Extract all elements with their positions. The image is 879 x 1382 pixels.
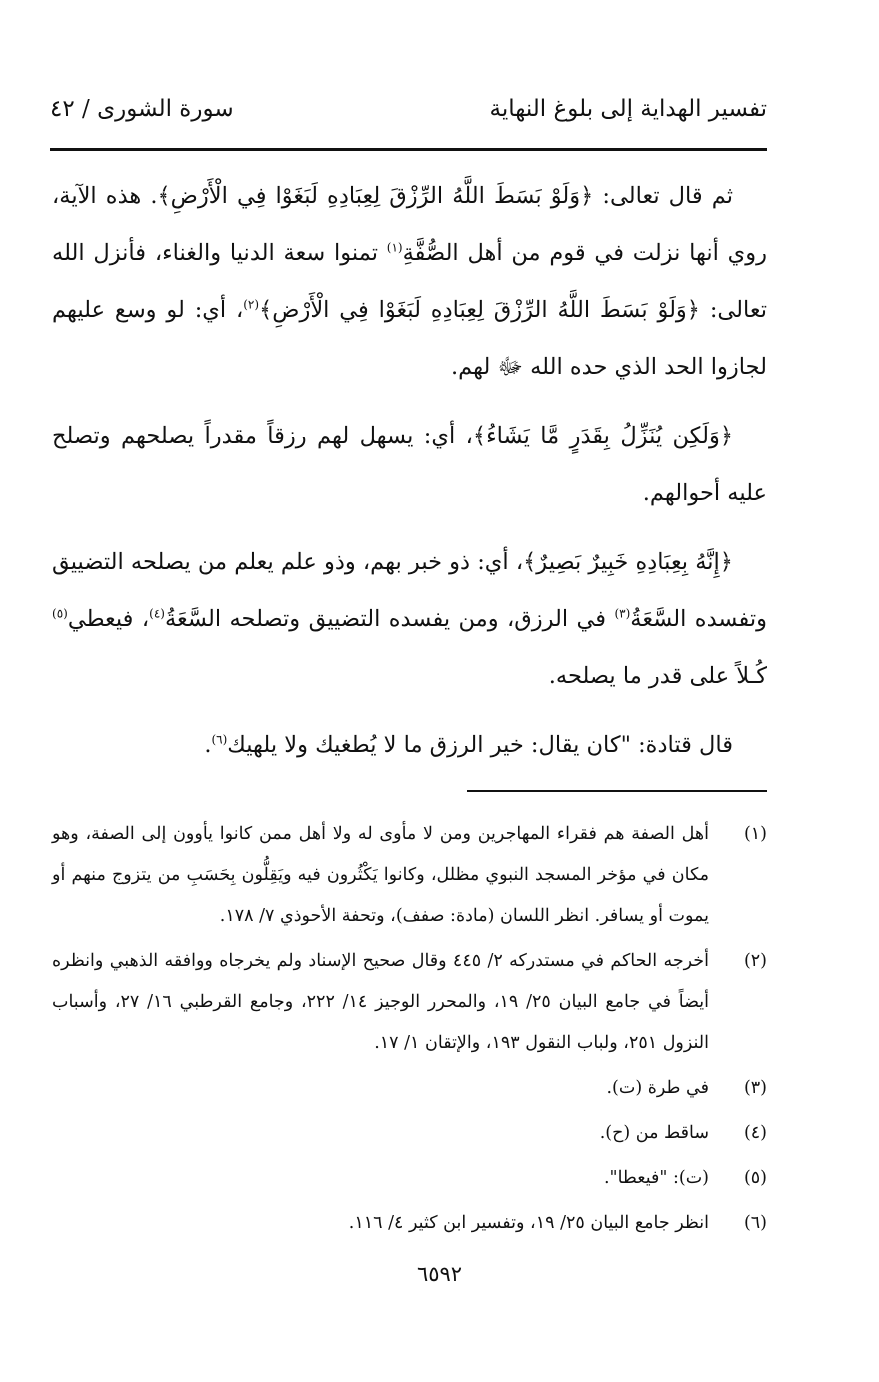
footnote-ref: (٣)	[614, 606, 631, 621]
footnote-ref: (٤)	[149, 606, 165, 621]
paragraph-2: ﴿وَلَكِن يُنَزِّلُ بِقَدَرٍ مَّا يَشَاءُ﴾، أي: يسهل لهم رزقاً مقدراً يصلحهم وتصلح عليه أحوالهم.	[52, 423, 767, 506]
quran-verse: ﴿إِنَّهُ بِعِبَادِهِ خَبِيرٌ بَصِيرٌ﴾	[523, 549, 733, 575]
surah-reference: سورة الشورى / ٤٢	[50, 96, 234, 122]
main-text	[52, 168, 767, 786]
footnote-ref: (٥)	[52, 606, 68, 621]
running-header	[50, 96, 767, 122]
paragraph-3: ﴿إِنَّهُ بِعِبَادِهِ خَبِيرٌ بَصِيرٌ﴾، أي: ذو خبر بهم، وذو علم يعلم من يصلحه التضييق وتفسده السَّعَةُ$^{(٣)}$ في الرزق، ومن يفسده التضييق وتصلحه السَّعَةُ$^{(٤)}$، فيعطي$^{(٥)}$ كُـلاً على قدر ما يصلحه.	[52, 549, 767, 689]
footnote-number: (١)	[743, 824, 767, 844]
paragraph-4: قال قتادة: "كان يقال: خير الرزق ما لا يُطغيك ولا يلهيك$^{(٦)}$.	[204, 732, 733, 758]
quran-verse: ﴿وَلَكِن يُنَزِّلُ بِقَدَرٍ مَّا يَشَاءُ﴾	[472, 423, 734, 449]
footnote-text: أخرجه الحاكم في مستدركه ٢/ ٤٤٥ وقال صحيح الإسناد ولم يخرجاه ووافقه الذهبي وانظره أيضاً في جامع البيان ٢٥/ ١٩، والمحرر الوجيز ١٤/ ٢٢٢، وجامع القرطبي ١٦/ ٢٧، وأسباب النزول ٢٥١، ولباب النقول ١٩٣، والإتقان ١/ ١٧.	[52, 951, 709, 1053]
book-title: تفسير الهداية إلى بلوغ النهاية	[489, 96, 767, 122]
footnote-item	[52, 1203, 767, 1244]
footnote-item	[52, 1068, 767, 1109]
footnote-number: (٣)	[743, 1078, 767, 1098]
footnote-number: (٢)	[743, 951, 767, 971]
quran-verse: ﴿وَلَوْ بَسَطَ اللَّهُ الرِّزْقَ لِعِبَادِهِ لَبَغَوْا فِي الْأَرْضِ﴾	[259, 297, 700, 323]
footnote-item	[52, 1113, 767, 1154]
footnote-text: أهل الصفة هم فقراء المهاجرين ومن لا مأوى له ولا أهل ممن كانوا يأوون إلى الصفة، وهو مكان في مؤخر المسجد النبوي مظلل، وكانوا يَكْثُرون فيه ويَقِلُّون بِحَسَبِ من يتزوج منهم أو يموت أو يسافر. انظر اللسان (مادة: صفف)، وتحفة الأحوذي ٧/ ١٧٨.	[52, 824, 709, 926]
footnote-number: (٥)	[743, 1168, 767, 1188]
paragraph-1: ثم قال تعالى: ﴿وَلَوْ بَسَطَ اللَّهُ الرِّزْقَ لِعِبَادِهِ لَبَغَوْا فِي الْأَرْضِ﴾. هذه الآية، روي أنها نزلت في قوم من أهل الصُّفَّةِ$^{(١)}$ تمنوا سعة الدنيا والغناء، فأنزل الله تعالى: ﴿وَلَوْ بَسَطَ اللَّهُ الرِّزْقَ لِعِبَادِهِ لَبَغَوْا فِي الْأَرْضِ﴾$^{(٢)}$، أي: لو وسع عليهم لجازوا الحد الذي حده الله ﷻ لهم.	[52, 183, 767, 380]
footnote-number: (٦)	[743, 1213, 767, 1233]
footnote-separator	[467, 790, 767, 792]
footnote-text: ساقط من (ح).	[599, 1123, 709, 1143]
footnote-ref: (٦)	[211, 732, 228, 747]
footnote-text: انظر جامع البيان ٢٥/ ١٩، وتفسير ابن كثير ٤/ ١١٦.	[348, 1213, 709, 1233]
page-number: ٦٥٩٢	[416, 1262, 463, 1286]
footnotes	[52, 814, 767, 1248]
footnote-item	[52, 941, 767, 1064]
footnote-text: في طرة (ت).	[606, 1078, 709, 1098]
quran-verse: ﴿وَلَوْ بَسَطَ اللَّهُ الرِّزْقَ لِعِبَادِهِ لَبَغَوْا فِي الْأَرْضِ﴾	[157, 183, 594, 209]
footnote-item	[52, 814, 767, 937]
footnote-number: (٤)	[743, 1123, 767, 1143]
footnote-item	[52, 1158, 767, 1199]
footnote-ref: (١)	[386, 240, 403, 255]
footnote-ref: (٢)	[243, 297, 260, 312]
header-rule	[50, 148, 767, 151]
footnote-text: (ت): "فيعطا".	[603, 1168, 709, 1188]
